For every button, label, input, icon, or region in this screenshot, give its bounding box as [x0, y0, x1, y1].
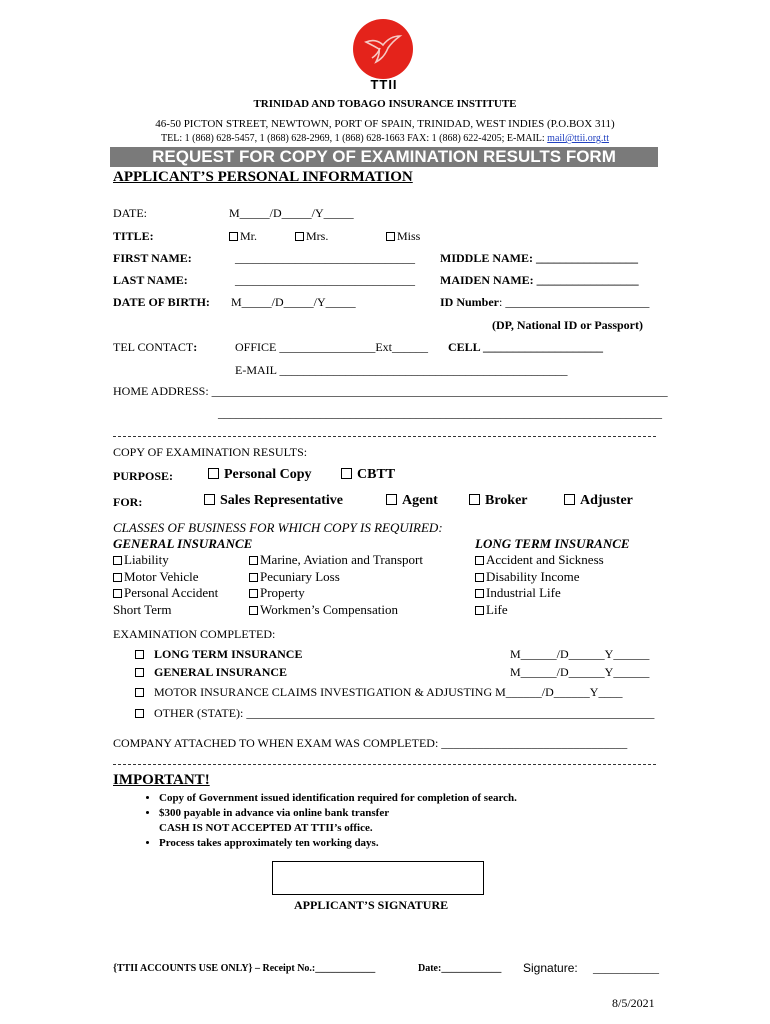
checkbox-disability-income[interactable] — [475, 573, 484, 582]
checkbox-personal-copy[interactable] — [208, 468, 219, 479]
exam-heading: EXAMINATION COMPLETED: — [113, 627, 276, 641]
for-agent[interactable] — [386, 493, 438, 509]
divider — [113, 764, 656, 765]
ttii-logo — [352, 18, 414, 80]
checkbox-pecuniary-loss[interactable] — [249, 573, 258, 582]
class-motor-vehicle-label: Motor Vehicle — [124, 569, 199, 584]
for-adjuster[interactable] — [564, 493, 633, 509]
purpose-cbtt-label: CBTT — [357, 467, 396, 482]
company-field[interactable]: COMPANY ATTACHED TO WHEN EXAM WAS COMPLETED: _______________________________ — [113, 736, 628, 750]
divider — [113, 436, 656, 437]
maiden-name-field[interactable]: MAIDEN NAME: _________________ — [440, 273, 639, 287]
important-item: • $300 payable in advance via online bank transfer — [159, 806, 517, 821]
checkbox-liability[interactable] — [113, 556, 122, 565]
for-broker-label: Broker — [485, 493, 528, 508]
checkbox-exam-other[interactable] — [135, 709, 144, 718]
checkbox-marine[interactable] — [249, 556, 258, 565]
checkbox-exam-long-term[interactable] — [135, 650, 144, 659]
checkbox-miss[interactable] — [386, 232, 395, 241]
checkbox-exam-general[interactable] — [135, 668, 144, 677]
page-date: 8/5/2021 — [612, 996, 655, 1010]
class-motor-vehicle[interactable] — [113, 569, 199, 585]
important-item: • Process takes approximately ten working days. — [159, 836, 517, 851]
date-label: DATE: — [113, 206, 147, 220]
org-contact — [0, 133, 770, 144]
email-link[interactable]: mail@ttii.org.tt — [547, 133, 609, 144]
for-agent-label: Agent — [402, 493, 438, 508]
checkbox-mr[interactable] — [229, 232, 238, 241]
signature-label: APPLICANT’S SIGNATURE — [294, 898, 449, 912]
tel-contact-text: TEL CONTACT — [113, 340, 194, 354]
signature-box[interactable] — [272, 861, 484, 895]
id-number-field[interactable] — [440, 295, 649, 310]
title-mrs-label: Mrs. — [306, 229, 329, 243]
tel-contact-colon: : — [193, 340, 198, 354]
email-field[interactable]: E-MAIL ________________________________________________ — [235, 363, 568, 377]
title-option-mr[interactable] — [229, 229, 257, 244]
checkbox-mrs[interactable] — [295, 232, 304, 241]
checkbox-property[interactable] — [249, 589, 258, 598]
title-label-text: TITLE: — [113, 229, 154, 243]
exam-motor[interactable] — [135, 685, 622, 700]
checkbox-workmens-comp[interactable] — [249, 606, 258, 615]
class-pecuniary-loss[interactable] — [249, 569, 340, 585]
class-workmens-comp-label: Workmen’s Compensation — [260, 602, 398, 617]
class-industrial-life[interactable] — [475, 585, 561, 601]
title-option-miss[interactable] — [386, 229, 420, 244]
purpose-personal-copy[interactable] — [208, 467, 312, 483]
tel-contact-label — [113, 340, 197, 355]
checkbox-sales-rep[interactable] — [204, 494, 215, 505]
for-sales-label: Sales Representative — [220, 493, 343, 508]
important-item: • Copy of Government issued identification required for completion of search. — [159, 791, 517, 806]
class-marine-label: Marine, Aviation and Transport — [260, 552, 423, 567]
purpose-label: PURPOSE: — [113, 469, 173, 483]
org-address: 46-50 PICTON STREET, NEWTOWN, PORT OF SPAIN, TRINIDAD, WEST INDIES (P.O.BOX 311) — [155, 118, 615, 130]
dob-label: DATE OF BIRTH: — [113, 295, 210, 309]
for-broker[interactable] — [469, 493, 528, 509]
general-insurance-heading: GENERAL INSURANCE — [113, 536, 253, 551]
checkbox-motor-vehicle[interactable] — [113, 573, 122, 582]
classes-heading: CLASSES OF BUSINESS FOR WHICH COPY IS REQUIRED: — [113, 520, 443, 535]
short-term-label: Short Term — [113, 602, 172, 617]
checkbox-exam-motor[interactable] — [135, 688, 144, 697]
accounts-signature-label: Signature: — [523, 961, 578, 975]
purpose-personal-label: Personal Copy — [224, 467, 312, 482]
middle-name-field[interactable]: MIDDLE NAME: _________________ — [440, 251, 638, 265]
form-title-banner — [110, 147, 658, 167]
title-label — [113, 229, 154, 244]
checkbox-personal-accident[interactable] — [113, 589, 122, 598]
exam-other[interactable] — [135, 706, 654, 721]
id-number-label: ID Number — [440, 295, 499, 309]
checkbox-agent[interactable] — [386, 494, 397, 505]
purpose-cbtt[interactable] — [341, 467, 395, 483]
copy-heading: COPY OF EXAMINATION RESULTS: — [113, 445, 308, 459]
accounts-date-field[interactable]: Date:____________ — [418, 963, 502, 974]
class-pecuniary-loss-label: Pecuniary Loss — [260, 569, 340, 584]
class-personal-accident[interactable] — [113, 585, 218, 601]
checkbox-industrial-life[interactable] — [475, 589, 484, 598]
home-address-field[interactable]: HOME ADDRESS: ____________________________________________________________________________ — [113, 384, 668, 398]
class-accident-sickness-label: Accident and Sickness — [486, 552, 604, 567]
checkbox-accident-sickness[interactable] — [475, 556, 484, 565]
checkbox-cbtt[interactable] — [341, 468, 352, 479]
title-mr-label: Mr. — [240, 229, 258, 243]
exam-long-term-date[interactable]: M______/D______Y______ — [510, 647, 650, 661]
cell-phone-field[interactable]: CELL ____________________ — [448, 340, 604, 354]
class-disability-income[interactable] — [475, 569, 580, 585]
first-name-label: FIRST NAME: — [113, 251, 192, 265]
exam-general-label: GENERAL INSURANCE — [154, 665, 288, 679]
title-option-mrs[interactable] — [295, 229, 328, 244]
class-personal-accident-label: Personal Accident — [124, 585, 219, 600]
checkbox-broker[interactable] — [469, 494, 480, 505]
class-liability-label: Liability — [124, 552, 169, 567]
exam-other-label: OTHER (STATE): ____________________________________________________________________ — [154, 706, 655, 720]
exam-long-term-label: LONG TERM INSURANCE — [154, 647, 303, 661]
dob-field[interactable]: M_____/D_____/Y_____ — [231, 295, 356, 309]
id-note: (DP, National ID or Passport) — [492, 318, 644, 332]
for-sales-rep[interactable] — [204, 493, 343, 509]
important-list — [113, 791, 517, 851]
form-title: REQUEST FOR COPY OF EXAMINATION RESULTS FORM — [152, 147, 616, 166]
home-address-line2[interactable]: __________________________________________________________________________ — [218, 406, 662, 420]
class-property[interactable] — [249, 585, 305, 601]
for-label: FOR: — [113, 495, 143, 509]
class-disability-income-label: Disability Income — [486, 569, 580, 584]
class-life-label: Life — [486, 602, 508, 617]
last-name-field[interactable]: ______________________________ — [235, 273, 415, 287]
org-name: TRINIDAD AND TOBAGO INSURANCE INSTITUTE — [253, 98, 517, 110]
title-miss-label: Miss — [397, 229, 421, 243]
long-term-insurance-heading: LONG TERM INSURANCE — [475, 536, 630, 551]
exam-long-term[interactable] — [135, 647, 302, 662]
id-number-line: : ________________________ — [499, 295, 650, 309]
class-industrial-life-label: Industrial Life — [486, 585, 561, 600]
org-phone-fax: TEL: 1 (868) 628-5457, 1 (868) 628-2969, 1 (868) 628-1663 FAX: 1 (868) 622-4205; E-MAIL: — [161, 133, 548, 144]
exam-general[interactable] — [135, 665, 287, 680]
class-workmens-comp[interactable] — [249, 602, 398, 618]
class-property-label: Property — [260, 585, 305, 600]
first-name-field[interactable]: ______________________________ — [235, 251, 415, 265]
date-field[interactable]: M_____/D_____/Y_____ — [229, 206, 354, 220]
for-adjuster-label: Adjuster — [580, 493, 633, 508]
class-marine[interactable] — [249, 552, 423, 568]
office-phone-field[interactable]: OFFICE ________________Ext______ — [235, 340, 429, 354]
important-item: CASH IS NOT ACCEPTED AT TTII’s office. — [159, 822, 373, 834]
checkbox-life[interactable] — [475, 606, 484, 615]
class-accident-sickness[interactable] — [475, 552, 604, 568]
last-name-label: LAST NAME: — [113, 273, 188, 287]
exam-general-date[interactable]: M______/D______Y______ — [510, 665, 650, 679]
logo-text: TTII — [370, 77, 398, 92]
accounts-receipt-field[interactable]: {TTII ACCOUNTS USE ONLY} – Receipt No.:____________ — [113, 963, 376, 974]
class-liability[interactable] — [113, 552, 169, 568]
class-life[interactable] — [475, 602, 508, 618]
important-heading: IMPORTANT! — [113, 772, 210, 788]
accounts-signature-field[interactable]: ___________ — [593, 961, 659, 975]
exam-motor-label: MOTOR INSURANCE CLAIMS INVESTIGATION & ADJUSTING M______/D______Y____ — [154, 685, 623, 699]
checkbox-adjuster[interactable] — [564, 494, 575, 505]
section-heading-personal: APPLICANT’S PERSONAL INFORMATION — [113, 169, 413, 185]
